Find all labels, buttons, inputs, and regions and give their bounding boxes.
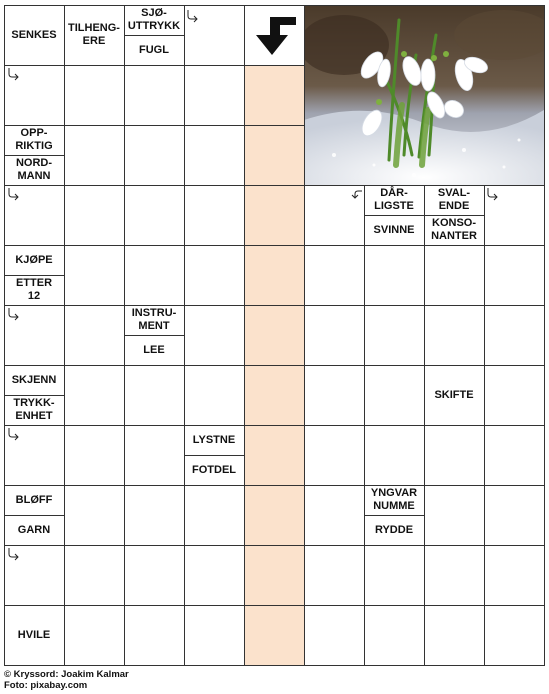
answer-cell[interactable] <box>124 365 184 425</box>
answer-cell[interactable] <box>124 125 184 185</box>
clue-divider <box>364 515 424 516</box>
answer-cell[interactable] <box>184 185 244 245</box>
clue-tilhengere: TILHENG- ERE <box>68 22 120 47</box>
clue-svalende: SVAL- ENDE <box>437 187 471 212</box>
clue-divider <box>4 155 64 156</box>
big-down-arrow-icon <box>250 13 300 64</box>
grid-line-vertical <box>64 5 65 666</box>
photo-credit: Foto: pixabay.com <box>4 680 88 691</box>
answer-cell[interactable] <box>124 65 184 125</box>
answer-cell[interactable] <box>244 425 304 485</box>
answer-cell[interactable] <box>184 485 244 545</box>
answer-cell[interactable] <box>304 305 364 365</box>
clue-divider <box>124 35 184 36</box>
answer-cell[interactable] <box>484 365 544 425</box>
answer-cell[interactable] <box>124 245 184 305</box>
answer-cell[interactable] <box>244 65 304 125</box>
grid-line-vertical <box>124 5 125 666</box>
grid-line-horizontal <box>4 305 545 306</box>
grid-line-horizontal <box>4 665 545 666</box>
answer-cell[interactable] <box>244 545 304 605</box>
answer-cell[interactable] <box>364 365 424 425</box>
answer-cell[interactable] <box>304 365 364 425</box>
clue-yngvarnumme: YNGVAR NUMME <box>370 487 418 512</box>
clue-rydde: RYDDE <box>374 523 414 536</box>
answer-cell[interactable] <box>184 125 244 185</box>
clue-oppriktig: OPP- RIKTIG <box>15 127 53 152</box>
answer-cell[interactable] <box>64 305 124 365</box>
answer-cell[interactable] <box>364 245 424 305</box>
grid-line-horizontal <box>4 185 545 186</box>
answer-cell[interactable] <box>364 605 424 665</box>
clue-divider <box>184 455 244 456</box>
answer-cell[interactable] <box>484 545 544 605</box>
grid-line-horizontal <box>4 125 305 126</box>
clue-hvile: HVILE <box>17 628 51 641</box>
answer-cell[interactable] <box>304 545 364 605</box>
answer-cell[interactable] <box>64 605 124 665</box>
answer-cell[interactable] <box>364 425 424 485</box>
clue-divider <box>424 215 484 216</box>
grid-line-vertical <box>544 5 545 666</box>
answer-cell[interactable] <box>424 545 484 605</box>
clue-fotdel: FOTDEL <box>192 463 236 476</box>
answer-cell[interactable] <box>484 485 544 545</box>
clue-divider <box>124 335 184 336</box>
clue-lee: LEE <box>143 343 165 356</box>
answer-cell[interactable] <box>184 245 244 305</box>
arrow-down-left-icon <box>348 187 364 206</box>
answer-cell[interactable] <box>304 605 364 665</box>
arrow-down-right-icon <box>7 187 23 206</box>
grid-line-horizontal <box>4 605 545 606</box>
answer-cell[interactable] <box>184 365 244 425</box>
answer-cell[interactable] <box>304 425 364 485</box>
grid-line-vertical <box>304 5 305 666</box>
answer-cell[interactable] <box>64 365 124 425</box>
clue-svinne: SVINNE <box>373 223 415 236</box>
clue-skjenn: SKJENN <box>11 373 57 386</box>
clue-garn: GARN <box>17 523 51 536</box>
grid-line-vertical <box>244 5 245 666</box>
answer-cell[interactable] <box>64 185 124 245</box>
clue-trykkenhet: TRYKK- ENHET <box>13 397 55 422</box>
grid-line-horizontal <box>4 485 545 486</box>
grid-line-vertical <box>184 5 185 666</box>
answer-cell[interactable] <box>424 245 484 305</box>
answer-cell[interactable] <box>244 605 304 665</box>
clue-nordmann: NORD- MANN <box>15 157 53 182</box>
answer-cell[interactable] <box>484 605 544 665</box>
grid-line-horizontal <box>4 365 545 366</box>
arrow-down-right-icon <box>7 307 23 326</box>
answer-cell[interactable] <box>424 485 484 545</box>
arrow-down-right-icon <box>186 9 202 28</box>
answer-cell[interactable] <box>484 245 544 305</box>
clue-bloff: BLØFF <box>15 493 53 506</box>
clue-divider <box>4 275 64 276</box>
answer-cell[interactable] <box>124 605 184 665</box>
answer-cell[interactable] <box>484 425 544 485</box>
clue-etter12: ETTER 12 <box>15 277 53 302</box>
answer-cell[interactable] <box>184 65 244 125</box>
answer-cell[interactable] <box>424 605 484 665</box>
clue-divider <box>4 515 64 516</box>
grid-line-vertical <box>4 5 5 666</box>
clue-instrument: INSTRU- MENT <box>131 307 177 332</box>
arrow-down-right-icon <box>7 67 23 86</box>
grid-line-horizontal <box>4 245 545 246</box>
answer-cell[interactable] <box>244 305 304 365</box>
grid-line-horizontal <box>4 5 545 6</box>
answer-cell[interactable] <box>64 425 124 485</box>
crossword-credit: © Kryssord: Joakim Kalmar <box>4 669 129 680</box>
clue-darligste: DÅR- LIGSTE <box>374 187 414 212</box>
clue-konsonanter: KONSO- NANTER <box>431 217 477 242</box>
clue-lystne: LYSTNE <box>192 433 236 446</box>
answer-cell[interactable] <box>484 305 544 365</box>
answer-cell[interactable] <box>124 425 184 485</box>
answer-cell[interactable] <box>64 125 124 185</box>
arrow-down-right-icon <box>7 547 23 566</box>
answer-cell[interactable] <box>244 365 304 425</box>
clue-kjope: KJØPE <box>15 253 53 266</box>
answer-cell[interactable] <box>244 245 304 305</box>
clue-fugl: FUGL <box>139 43 169 56</box>
answer-cell[interactable] <box>244 185 304 245</box>
answer-cell[interactable] <box>364 305 424 365</box>
grid-line-horizontal <box>4 65 305 66</box>
clue-skifte: SKIFTE <box>434 388 474 401</box>
grid-line-horizontal <box>4 425 545 426</box>
answer-cell[interactable] <box>244 485 304 545</box>
grid-line-horizontal <box>4 545 545 546</box>
snowdrop-photo <box>304 5 544 185</box>
answer-cell[interactable] <box>64 485 124 545</box>
answer-cell[interactable] <box>124 545 184 605</box>
answer-cell[interactable] <box>184 605 244 665</box>
answer-cell[interactable] <box>364 545 424 605</box>
answer-cell[interactable] <box>64 245 124 305</box>
clue-divider <box>4 395 64 396</box>
arrow-down-right-icon <box>7 427 23 446</box>
arrow-down-right-icon <box>486 187 502 206</box>
answer-cell[interactable] <box>424 305 484 365</box>
clue-sjouttrykk: SJØ- UTTRYKK <box>127 7 181 32</box>
answer-cell[interactable] <box>124 485 184 545</box>
answer-cell[interactable] <box>184 545 244 605</box>
answer-cell[interactable] <box>64 65 124 125</box>
answer-cell[interactable] <box>184 305 244 365</box>
clue-senkes: SENKES <box>11 28 57 41</box>
answer-cell[interactable] <box>64 545 124 605</box>
answer-cell[interactable] <box>304 245 364 305</box>
answer-cell[interactable] <box>244 125 304 185</box>
answer-cell[interactable] <box>424 425 484 485</box>
answer-cell[interactable] <box>124 185 184 245</box>
answer-cell[interactable] <box>304 485 364 545</box>
clue-divider <box>364 215 424 216</box>
